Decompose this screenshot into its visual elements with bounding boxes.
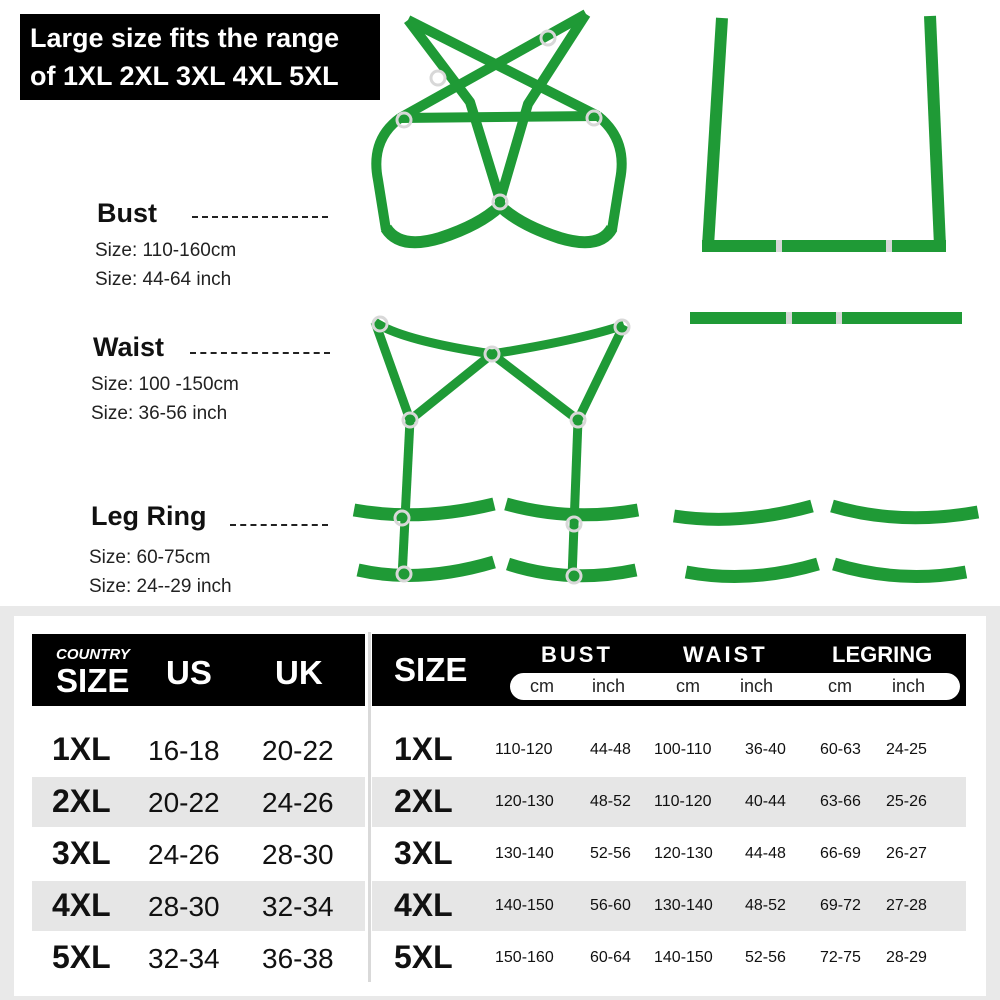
table-row-1-waist-inch: 36-40 (745, 741, 786, 758)
table-row-3-leg-cm: 66-69 (820, 845, 861, 862)
unit-leg-cm: cm (828, 676, 852, 696)
table-row-5-waist-cm: 140-150 (654, 949, 713, 966)
table-row-2-bust-inch: 48-52 (590, 793, 631, 810)
table-row-5-size: 5XL (52, 939, 111, 975)
banner-line-1: Large size fits the range (30, 23, 340, 53)
leg-ring-size-cm: Size: 60-75cm (89, 547, 211, 568)
table-row-4-waist-cm: 130-140 (654, 897, 713, 914)
harness-top-back-clasps (776, 240, 892, 252)
table-row-4-leg-inch: 27-28 (886, 897, 927, 914)
unit-bust-inch: inch (592, 676, 626, 696)
waist-size-inch: Size: 36-56 inch (91, 403, 228, 424)
table-row-5-waist-inch: 52-56 (745, 949, 786, 966)
header-legring: LEGRING (832, 642, 933, 667)
header-waist: WAIST (683, 642, 768, 667)
table-row-1-size: 1XL (52, 731, 111, 767)
leg-ring-size-inch: Size: 24--29 inch (89, 576, 232, 597)
table-row-4-bust-inch: 56-60 (590, 897, 631, 914)
header-country: COUNTRY (56, 646, 130, 663)
leg-ring-title: Leg Ring (91, 501, 207, 531)
header-bust: BUST (541, 642, 613, 667)
table-row-1-waist-cm: 100-110 (654, 741, 712, 758)
waist-dash-leader (190, 352, 330, 354)
table-row-2-leg-cm: 63-66 (820, 793, 861, 810)
unit-waist-cm: cm (676, 676, 700, 696)
unit-waist-inch: inch (740, 676, 774, 696)
table-row-5-bust-cm: 150-160 (495, 949, 554, 966)
banner-line-2: of 1XL 2XL 3XL 4XL 5XL (30, 61, 339, 91)
bust-title: Bust (97, 198, 157, 228)
table-row-3-size-right: 3XL (394, 835, 453, 871)
header-size-right: SIZE (394, 651, 468, 688)
table-row-5-uk: 36-38 (262, 943, 334, 974)
table-row-4-bust-cm: 140-150 (495, 897, 554, 914)
table-row-5-leg-inch: 28-29 (886, 949, 927, 966)
header-size-left: SIZE (56, 662, 130, 699)
size-range-banner (20, 14, 380, 100)
harness-top-rings (397, 31, 601, 209)
table-row-1-bust-inch: 44-48 (590, 741, 631, 758)
table-row-3-bust-cm: 130-140 (495, 845, 554, 862)
table-row-1-uk: 20-22 (262, 735, 334, 766)
header-uk: UK (275, 654, 323, 691)
unit-bust-cm: cm (530, 676, 554, 696)
table-row-2-waist-inch: 40-44 (745, 793, 786, 810)
harness-top-back (702, 16, 946, 246)
harness-bottom-rings (373, 317, 629, 583)
table-row-5-leg-cm: 72-75 (820, 949, 861, 966)
unit-leg-inch: inch (892, 676, 926, 696)
leg-ring-dash-leader (230, 524, 328, 526)
table-row-5-bust-inch: 60-64 (590, 949, 631, 966)
bust-size-cm: Size: 110-160cm (95, 240, 237, 261)
table-row-1-us: 16-18 (148, 735, 220, 766)
table-row-1-leg-inch: 24-25 (886, 741, 927, 758)
harness-bottom-leg-rings (354, 504, 978, 577)
table-row-1-bust-cm: 110-120 (495, 741, 553, 758)
waist-size-cm: Size: 100 -150cm (91, 374, 239, 395)
table-row-1-size-right: 1XL (394, 731, 453, 767)
table-row-3-us: 24-26 (148, 839, 220, 870)
table-row-2-waist-cm: 110-120 (654, 793, 712, 810)
table-row-5-size-right: 5XL (394, 939, 453, 975)
header-us: US (166, 654, 212, 691)
table-row-1-leg-cm: 60-63 (820, 741, 861, 758)
back-waist-belt (690, 312, 962, 324)
size-chart-divider (368, 632, 371, 982)
table-row-4-waist-inch: 48-52 (745, 897, 786, 914)
table-row-4-leg-cm: 69-72 (820, 897, 861, 914)
table-row-3-bust-inch: 52-56 (590, 845, 631, 862)
bust-dash-leader (192, 216, 328, 218)
table-row-2-leg-inch: 25-26 (886, 793, 927, 810)
table-row-2-bust-cm: 120-130 (495, 793, 554, 810)
table-row-5-us: 32-34 (148, 943, 220, 974)
table-row-2-size-right: 2XL (394, 783, 453, 819)
table-row-3-waist-cm: 120-130 (654, 845, 713, 862)
table-row-3-size: 3XL (52, 835, 111, 871)
table-row-4-uk: 32-34 (262, 891, 334, 922)
waist-title: Waist (93, 332, 165, 362)
table-row-3-uk: 28-30 (262, 839, 334, 870)
table-row-2-us: 20-22 (148, 787, 220, 818)
harness-bottom-front (375, 322, 624, 578)
table-row-4-size: 4XL (52, 887, 111, 923)
table-row-2-uk: 24-26 (262, 787, 334, 818)
table-row-4-us: 28-30 (148, 891, 220, 922)
harness-top-front (376, 14, 621, 242)
table-row-2-size: 2XL (52, 783, 111, 819)
bust-size-inch: Size: 44-64 inch (95, 269, 232, 290)
table-row-4-size-right: 4XL (394, 887, 453, 923)
table-row-3-waist-inch: 44-48 (745, 845, 786, 862)
table-row-3-leg-inch: 26-27 (886, 845, 927, 862)
